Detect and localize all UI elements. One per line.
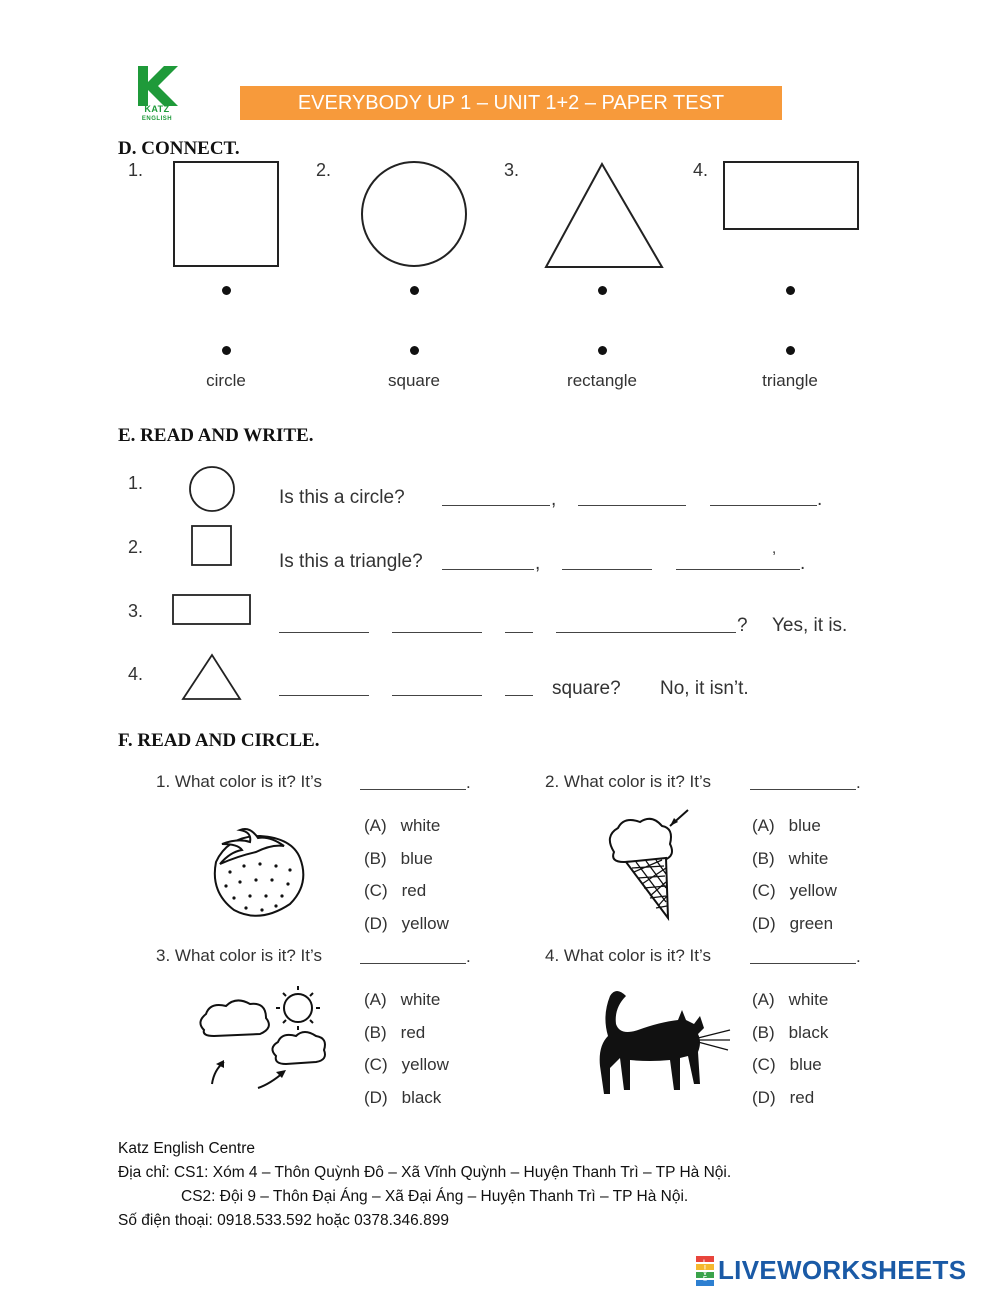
- circle-answer-blank-4[interactable]: [750, 963, 856, 964]
- write-answer-blank-1b[interactable]: [578, 505, 686, 506]
- write-answer-blank-4b[interactable]: [392, 695, 482, 696]
- option-1a[interactable]: (A) white: [364, 816, 441, 835]
- write-answer-blank-4c[interactable]: [505, 695, 533, 696]
- footer-phone: Số điện thoại: 0918.533.592 hoặc 0378.346.899: [118, 1212, 449, 1229]
- write-word-4: square?: [552, 678, 621, 699]
- write-number-1: 1.: [128, 473, 144, 493]
- circle-period-4: .: [856, 947, 861, 966]
- write-answer-3: Yes, it is.: [772, 615, 848, 636]
- small-square-shape: [192, 526, 231, 565]
- liveworksheets-text: LIVEWORKSHEETS: [718, 1255, 967, 1285]
- circle-question-2: 2. What color is it? It’s: [545, 772, 711, 791]
- option-4a[interactable]: (A) white: [752, 990, 829, 1009]
- footer-address-2: CS2: Đội 9 – Thôn Đại Áng – Xã Đại Áng – Huyện Thanh Trì – TP Hà Nội.: [181, 1188, 689, 1205]
- circle-question-3: 3. What color is it? It’s: [156, 946, 322, 965]
- write-comma-2: ,: [535, 553, 541, 574]
- option-3d[interactable]: (D) black: [364, 1087, 442, 1107]
- section-d-heading: D. CONNECT.: [118, 138, 240, 159]
- circle-answer-blank-3[interactable]: [360, 963, 466, 964]
- clouds-sun-icon: [194, 984, 330, 1096]
- options-list-1: [364, 810, 449, 940]
- circle-period-3: .: [466, 947, 471, 966]
- read-write-shapes: [0, 440, 1000, 720]
- triangle-shape: [546, 164, 662, 267]
- write-question-2: Is this a triangle?: [279, 551, 423, 572]
- connect-word-rectangle: rectangle: [567, 371, 637, 390]
- write-answer-blank-4a[interactable]: [279, 695, 369, 696]
- option-4d[interactable]: (D) red: [752, 1087, 815, 1107]
- section-e-heading: E. READ AND WRITE.: [118, 425, 314, 446]
- footer-centre-name: Katz English Centre: [118, 1140, 255, 1157]
- liveworksheets-logo: [696, 1255, 966, 1286]
- circle-answer-blank-2[interactable]: [750, 789, 856, 790]
- liveworksheets-badge-icon: [696, 1256, 714, 1286]
- write-answer-blank-3d[interactable]: [556, 632, 736, 633]
- write-answer-blank-2a[interactable]: [442, 569, 534, 570]
- connect-dot-bottom-4[interactable]: [786, 346, 795, 355]
- connect-dot-bottom-1[interactable]: [222, 346, 231, 355]
- circle-period-1: .: [466, 773, 471, 792]
- logo-line-1: KATZ: [144, 104, 170, 114]
- write-answer-blank-1c[interactable]: [710, 505, 817, 506]
- logo-line-2: ENGLISH: [141, 116, 173, 122]
- write-answer-4: No, it isn’t.: [660, 678, 749, 699]
- connect-dot-bottom-2[interactable]: [410, 346, 419, 355]
- circle-shape: [362, 162, 466, 266]
- connect-number-2: 2.: [316, 160, 332, 180]
- option-2d[interactable]: (D) green: [752, 913, 834, 933]
- write-number-2: 2.: [128, 537, 144, 557]
- write-qmark-3: ?: [737, 615, 748, 636]
- write-answer-blank-3a[interactable]: [279, 632, 369, 633]
- write-answer-blank-1a[interactable]: [442, 505, 550, 506]
- option-4b[interactable]: (B) black: [752, 1022, 829, 1042]
- connect-word-triangle: triangle: [762, 371, 818, 390]
- options-list-2: [752, 810, 837, 940]
- option-4c[interactable]: (C) blue: [752, 1055, 822, 1075]
- connect-number-1: 1.: [128, 160, 144, 180]
- circle-answer-blank-1[interactable]: [360, 789, 466, 790]
- small-triangle-shape: [183, 655, 240, 699]
- connect-dot-top-3[interactable]: [598, 286, 607, 295]
- option-3a[interactable]: (A) white: [364, 990, 441, 1009]
- square-shape: [174, 162, 278, 266]
- connect-number-3: 3.: [504, 160, 520, 180]
- option-2c[interactable]: (C) yellow: [752, 881, 837, 901]
- connect-word-circle: circle: [206, 371, 246, 390]
- connect-shapes: [0, 0, 1000, 300]
- rectangle-shape: [724, 162, 858, 229]
- connect-dot-top-4[interactable]: [786, 286, 795, 295]
- write-question-1: Is this a circle?: [279, 487, 405, 508]
- write-answer-blank-2b[interactable]: [562, 569, 652, 570]
- option-1c[interactable]: (C) red: [364, 881, 427, 901]
- section-f-heading: F. READ AND CIRCLE.: [118, 730, 320, 751]
- write-period-1: .: [817, 489, 823, 510]
- options-list-3: [364, 984, 449, 1114]
- liveworksheets-badge-text: LIVE: [702, 1259, 708, 1282]
- connect-number-4: 4.: [693, 160, 709, 180]
- options-list-4: [752, 984, 828, 1114]
- circle-period-2: .: [856, 773, 861, 792]
- connect-dot-top-1[interactable]: [222, 286, 231, 295]
- write-period-2: .: [800, 553, 806, 574]
- write-answer-blank-2c[interactable]: [676, 569, 800, 570]
- strawberry-icon: [200, 822, 312, 922]
- write-comma-2b: ,: [772, 540, 777, 557]
- cat-icon: [590, 986, 732, 1098]
- ice-cream-icon: [604, 806, 690, 924]
- circle-question-1: 1. What color is it? It’s: [156, 772, 322, 791]
- option-1b[interactable]: (B) blue: [364, 848, 433, 868]
- connect-dot-bottom-3[interactable]: [598, 346, 607, 355]
- write-number-3: 3.: [128, 601, 144, 621]
- write-answer-blank-3b[interactable]: [392, 632, 482, 633]
- option-3c[interactable]: (C) yellow: [364, 1055, 449, 1075]
- small-rectangle-shape: [173, 595, 250, 624]
- option-1d[interactable]: (D) yellow: [364, 913, 449, 933]
- connect-word-square: square: [388, 371, 440, 390]
- footer-address-1: Địa chỉ: CS1: Xóm 4 – Thôn Quỳnh Đô – Xã Vĩnh Quỳnh – Huyện Thanh Trì – TP Hà Nội.: [118, 1164, 732, 1181]
- option-2b[interactable]: (B) white: [752, 848, 829, 868]
- write-answer-blank-3c[interactable]: [505, 632, 533, 633]
- write-comma-1: ,: [551, 489, 557, 510]
- option-2a[interactable]: (A) blue: [752, 816, 821, 835]
- circle-question-4: 4. What color is it? It’s: [545, 946, 711, 965]
- small-circle-shape: [190, 467, 234, 511]
- page-title-banner: EVERYBODY UP 1 – UNIT 1+2 – PAPER TEST: [240, 86, 782, 120]
- connect-dot-top-2[interactable]: [410, 286, 419, 295]
- write-number-4: 4.: [128, 664, 144, 684]
- option-3b[interactable]: (B) red: [364, 1022, 426, 1042]
